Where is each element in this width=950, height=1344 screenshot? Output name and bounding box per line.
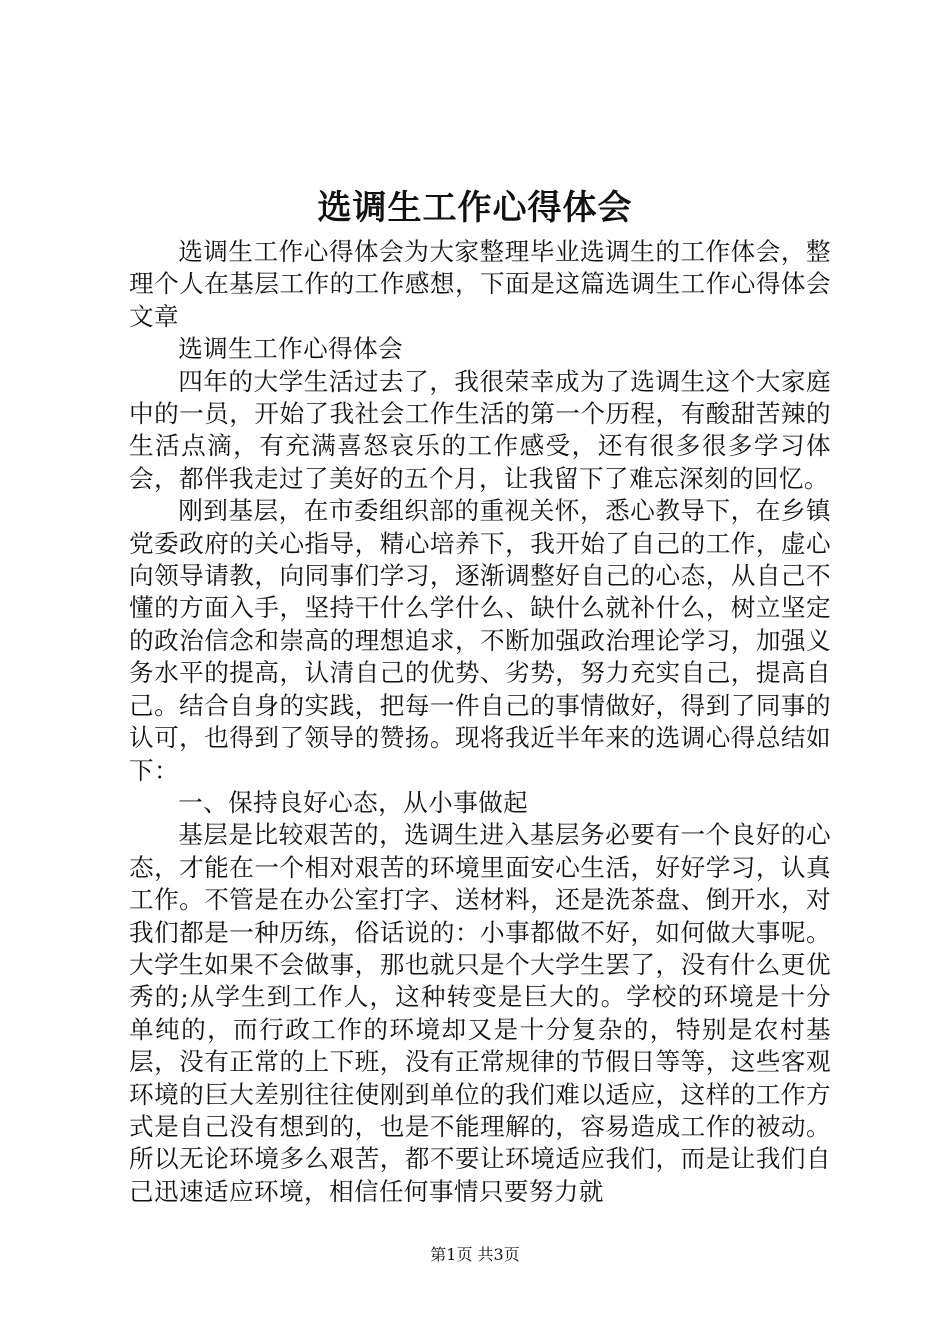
paragraph-subtitle: 选调生工作心得体会: [178, 334, 404, 364]
document-title: 选调生工作心得体会: [317, 188, 633, 228]
paragraph-good-mindset: 基层是比较艰苦的，选调生进入基层务必要有一个良好的心态，才能在一个相对艰苦的环境里面安心生活，好好学习，认真工作。不管是在办公室打字、送材料，还是洗茶盘、倒开水，对我们都是一种历练，俗话说的：小事都做不好，如何做大事呢。大学生如果不会做事，那也就只是个大学生罢了，没有什么更优秀的;从学生到工作人，这种转变是巨大的。学校的环境是十分单纯的，而行政工作的环境却又是十分复杂的，特别是农村基层，没有正常的上下班，没有正常规律的节假日等等，这些客观环境的巨大差别往往使刚到单位的我们难以适应，这样的工作方式是自己没有想到的，也是不能理解的，容易造成工作的被动。所以无论环境多么艰苦，都不要让环境适应我们，而是让我们自己迅速适应环境，相信任何事情只要努力就: [129, 820, 831, 1206]
paragraph-intro: 选调生工作心得体会为大家整理毕业选调生的工作体会，整理个人在基层工作的工作感想，下面是这篇选调生工作心得体会文章: [129, 237, 831, 331]
document-body: [129, 236, 831, 1208]
paragraph-university-life: 四年的大学生活过去了，我很荣幸成为了选调生这个大家庭中的一员，开始了我社会工作生活的第一个历程，有酸甜苦辣的生活点滴，有充满喜怒哀乐的工作感受，还有很多很多学习体会，都伴我走过了美好的五个月，让我留下了难忘深刻的回忆。: [129, 366, 831, 493]
paragraph-arrival-at-grassroots: 刚到基层，在市委组织部的重视关怀，悉心教导下，在乡镇党委政府的关心指导，精心培养下，我开始了自己的工作，虚心向领导请教，向同事们学习，逐渐调整好自己的心态，从自己不懂的方面入手，坚持干什么学什么、缺什么就补什么，树立坚定的政治信念和崇高的理想追求，不断加强政治理论学习，加强义务水平的提高，认清自己的优势、劣势，努力充实自己，提高自己。结合自身的实践，把每一件自己的事情做好，得到了同事的认可，也得到了领导的赞扬。现将我近半年来的选调心得总结如下：: [129, 496, 831, 785]
section-heading-1: 一、保持良好心态，从小事做起: [178, 787, 529, 817]
page-footer: 第1页 共3页: [430, 1245, 520, 1264]
